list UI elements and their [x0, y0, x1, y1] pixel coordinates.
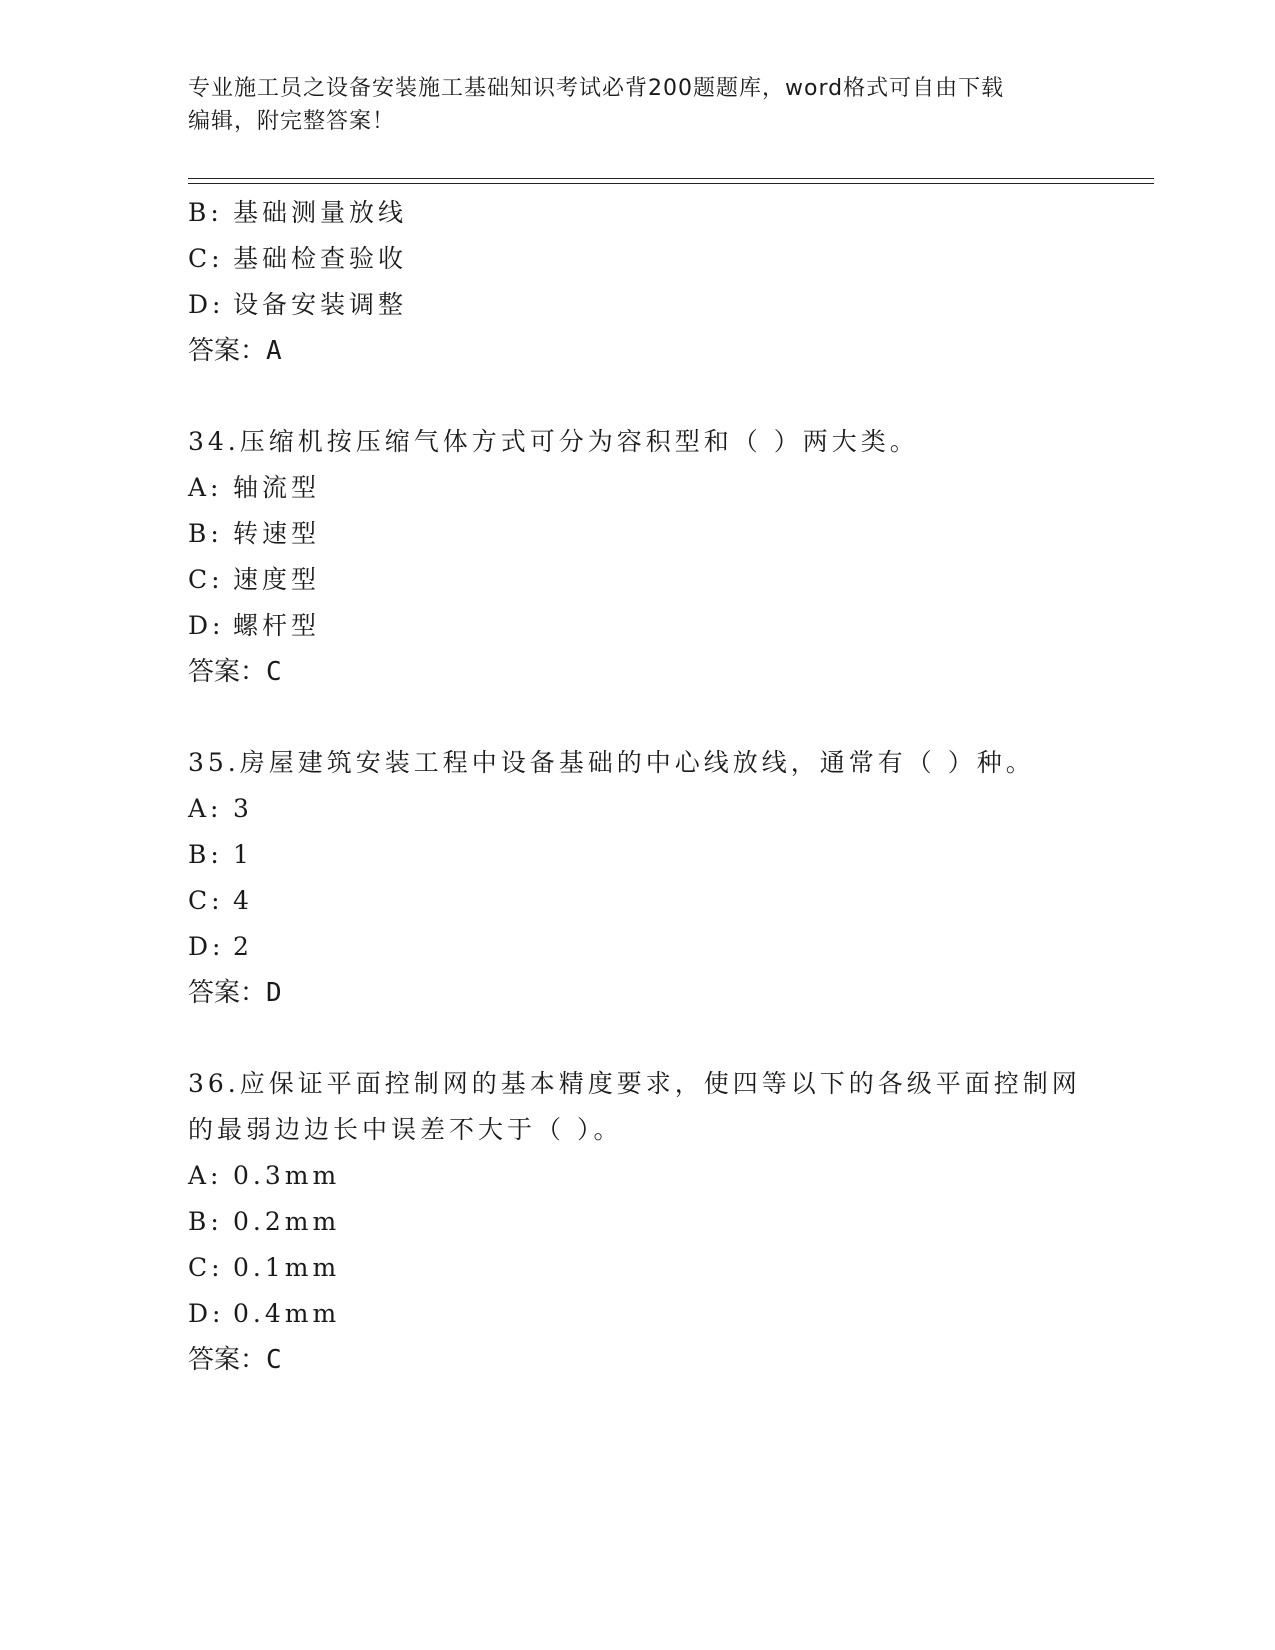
- option-c: [188, 557, 1118, 603]
- answer-line: 答案：D: [188, 978, 282, 1008]
- question-block-34: [188, 419, 1118, 695]
- option-b: [188, 511, 1118, 557]
- option-text: 基础测量放线: [233, 198, 408, 227]
- question-text: 34.压缩机按压缩气体方式可分为容积型和（ ）两大类。: [188, 427, 919, 456]
- option-letter: D:: [188, 290, 225, 319]
- question-text: 35.房屋建筑安装工程中设备基础的中心线放线，通常有（ ）种。: [188, 748, 1035, 777]
- option-text: 3: [233, 794, 253, 823]
- option-letter: B:: [188, 1207, 223, 1236]
- option-text: 螺杆型: [233, 611, 321, 640]
- option-letter: C:: [188, 565, 224, 594]
- option-text: 0.1mm: [233, 1253, 341, 1282]
- option-d: [188, 603, 1118, 649]
- option-a: [188, 1153, 1118, 1199]
- option-d: [188, 924, 1118, 970]
- option-letter: C:: [188, 1253, 224, 1282]
- option-letter: C:: [188, 886, 224, 915]
- option-letter: D:: [188, 932, 225, 961]
- option-text: 4: [233, 886, 253, 915]
- option-letter: A:: [188, 473, 223, 502]
- option-letter: B:: [188, 198, 223, 227]
- option-text: 转速型: [233, 519, 321, 548]
- header-title-line-2: 编辑，附完整答案！: [188, 109, 396, 134]
- option-c: [188, 236, 1118, 282]
- answer-line: 答案：A: [188, 336, 282, 366]
- question-list: [188, 190, 1118, 1428]
- page-header: [188, 72, 1088, 138]
- option-text: 轴流型: [233, 473, 321, 502]
- option-letter: B:: [188, 519, 223, 548]
- question-block-35: [188, 740, 1118, 1016]
- question-text-line-2: 的最弱边边长中误差不大于（ ）。: [188, 1115, 623, 1144]
- option-letter: A:: [188, 794, 223, 823]
- option-text: 2: [233, 932, 253, 961]
- option-letter: C:: [188, 244, 224, 273]
- option-b: [188, 832, 1118, 878]
- question-text-line-1: 36.应保证平面控制网的基本精度要求，使四等以下的各级平面控制网: [188, 1069, 1081, 1098]
- header-divider-bottom: [188, 183, 1154, 184]
- option-letter: B:: [188, 840, 223, 869]
- option-a: [188, 465, 1118, 511]
- header-title-line-1: 专业施工员之设备安装施工基础知识考试必背200题题库，word格式可自由下载: [188, 76, 1005, 101]
- option-text: 1: [233, 840, 253, 869]
- answer-line: 答案：C: [188, 657, 282, 687]
- option-d: [188, 1291, 1118, 1337]
- option-letter: D:: [188, 611, 225, 640]
- question-block-33-continued: [188, 190, 1118, 374]
- option-text: 0.4mm: [233, 1299, 341, 1328]
- option-letter: A:: [188, 1161, 223, 1190]
- header-divider-top: [188, 178, 1154, 179]
- option-text: 速度型: [233, 565, 321, 594]
- option-d: [188, 282, 1118, 328]
- answer-line: 答案：C: [188, 1345, 282, 1375]
- option-letter: D:: [188, 1299, 225, 1328]
- option-c: [188, 1245, 1118, 1291]
- question-block-36: [188, 1061, 1118, 1383]
- option-text: 设备安装调整: [233, 290, 408, 319]
- option-text: 0.3mm: [233, 1161, 341, 1190]
- option-text: 0.2mm: [233, 1207, 341, 1236]
- option-c: [188, 878, 1118, 924]
- option-a: [188, 786, 1118, 832]
- option-b: [188, 1199, 1118, 1245]
- option-b: [188, 190, 1118, 236]
- option-text: 基础检查验收: [233, 244, 408, 273]
